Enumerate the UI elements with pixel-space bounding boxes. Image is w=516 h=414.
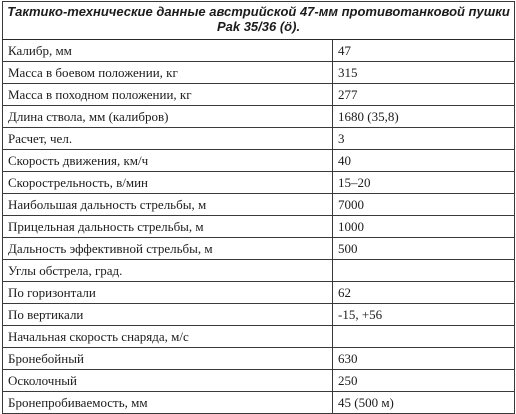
table-row (3, 304, 515, 326)
parameter-cell: Расчет, чел. (3, 128, 333, 150)
value-cell: 315 (333, 62, 515, 84)
parameter-cell: Масса в боевом положении, кг (3, 62, 333, 84)
table-row (3, 282, 515, 304)
value-cell: 7000 (333, 194, 515, 216)
specs-table (2, 1, 515, 414)
parameter-cell: Дальность эффективной стрельбы, м (3, 238, 333, 260)
value-cell (333, 260, 515, 282)
table-row (3, 260, 515, 282)
caption-row (3, 2, 515, 40)
table-row (3, 392, 515, 414)
parameter-cell: Бронепробиваемость, мм (3, 392, 333, 414)
value-cell: -15, +56 (333, 304, 515, 326)
table-row (3, 150, 515, 172)
table-caption-line-1: Тактико-технические данные австрийской 47-мм противотанковой пушки (7, 4, 510, 19)
parameter-cell: Прицельная дальность стрельбы, м (3, 216, 333, 238)
table-row (3, 172, 515, 194)
value-cell (333, 326, 515, 348)
parameter-cell: Длина ствола, мм (калибров) (3, 106, 333, 128)
parameter-cell: Скорострельность, в/мин (3, 172, 333, 194)
table-row (3, 348, 515, 370)
value-cell: 1000 (333, 216, 515, 238)
table-row (3, 84, 515, 106)
value-cell: 62 (333, 282, 515, 304)
table-row (3, 370, 515, 392)
parameter-cell: Масса в походном положении, кг (3, 84, 333, 106)
parameter-cell: Наибольшая дальность стрельбы, м (3, 194, 333, 216)
parameter-cell: Калибр, мм (3, 40, 333, 62)
parameter-cell: Начальная скорость снаряда, м/с (3, 326, 333, 348)
table-row (3, 326, 515, 348)
parameter-cell: По вертикали (3, 304, 333, 326)
table-caption (3, 2, 515, 40)
table-row (3, 62, 515, 84)
table-caption-line-2: Pak 35/36 (ö). (216, 19, 301, 34)
parameter-cell: Осколочный (3, 370, 333, 392)
parameter-cell: По горизонтали (3, 282, 333, 304)
parameter-cell: Бронебойный (3, 348, 333, 370)
table-row (3, 40, 515, 62)
value-cell: 15–20 (333, 172, 515, 194)
value-cell: 277 (333, 84, 515, 106)
value-cell: 500 (333, 238, 515, 260)
value-cell: 47 (333, 40, 515, 62)
value-cell: 630 (333, 348, 515, 370)
parameter-cell: Скорость движения, км/ч (3, 150, 333, 172)
value-cell: 3 (333, 128, 515, 150)
value-cell: 250 (333, 370, 515, 392)
table-row (3, 106, 515, 128)
table-row (3, 216, 515, 238)
value-cell: 1680 (35,8) (333, 106, 515, 128)
table-row (3, 194, 515, 216)
value-cell: 40 (333, 150, 515, 172)
table-row (3, 238, 515, 260)
parameter-cell: Углы обстрела, град. (3, 260, 333, 282)
table-row (3, 128, 515, 150)
value-cell: 45 (500 м) (333, 392, 515, 414)
